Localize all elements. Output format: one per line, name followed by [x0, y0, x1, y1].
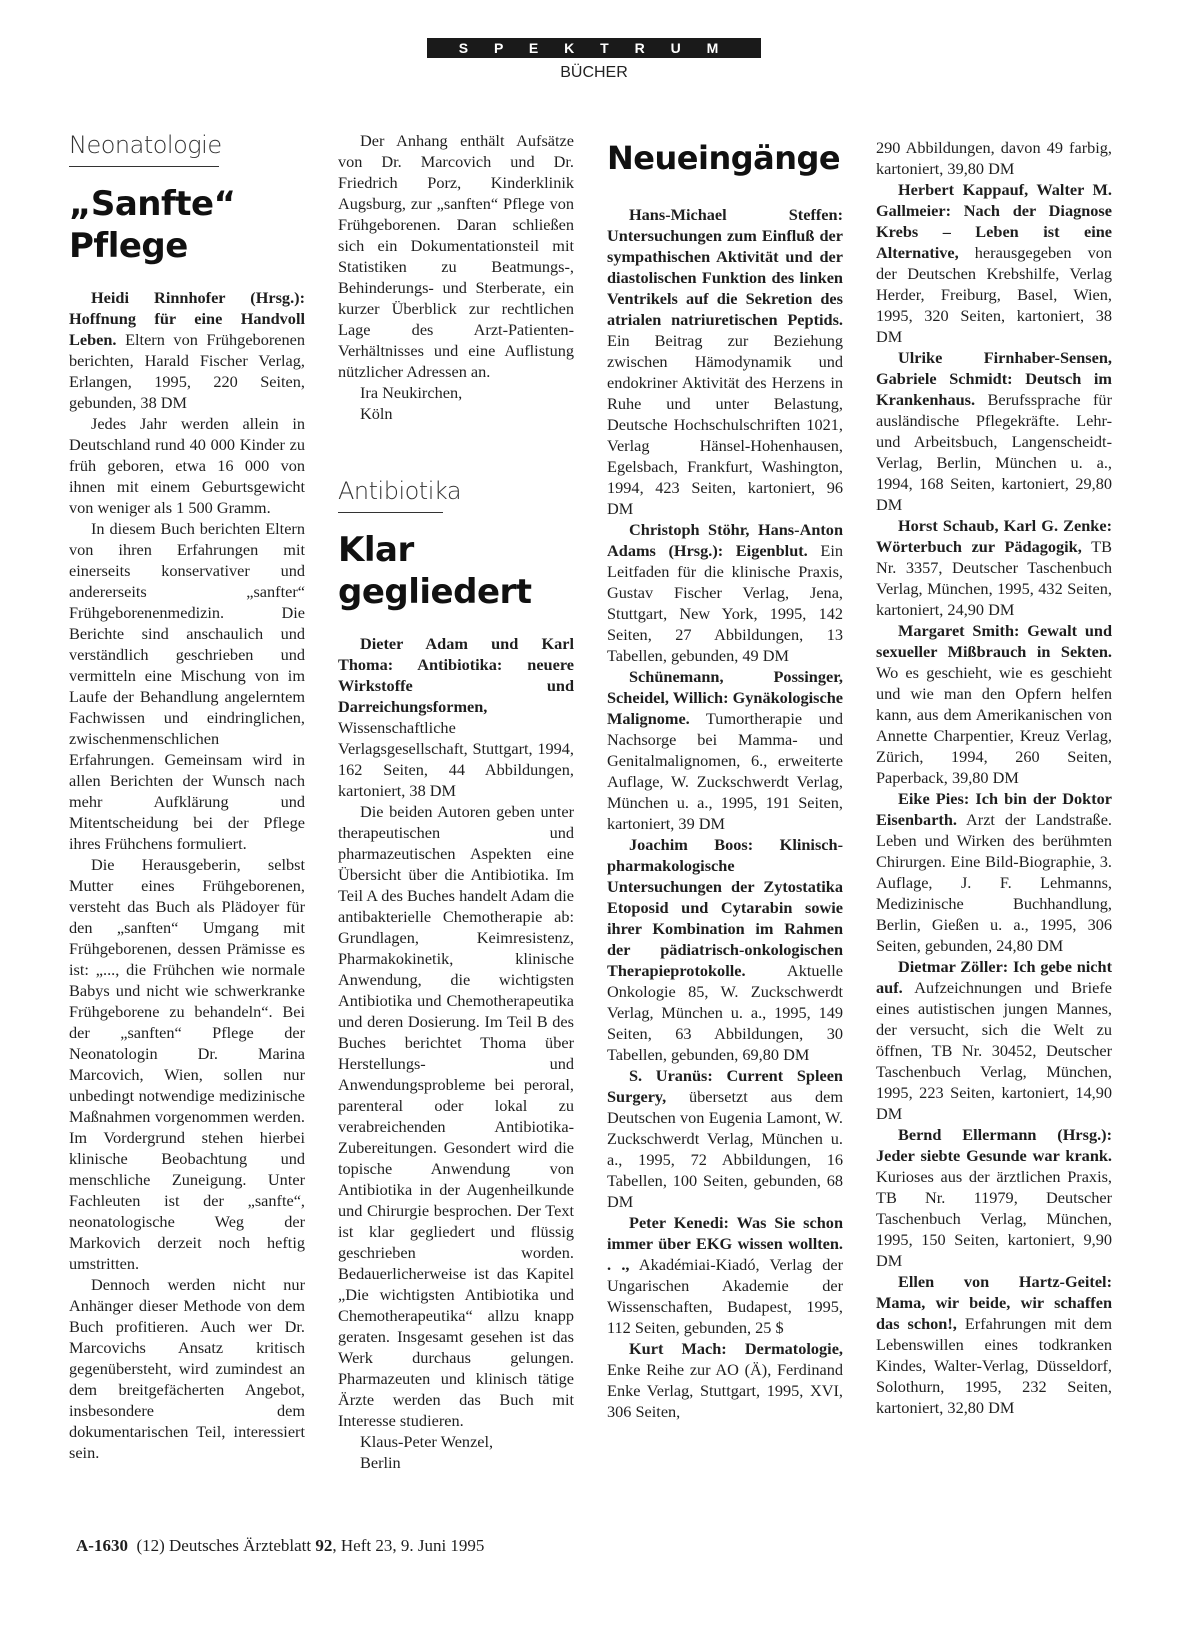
book-details: Tumortherapie und Nachsorge bei Mamma- und Genitalmalignomen, 6., erweiterte Auflage, W. Zuckschwerdt Verlag, München u. a., 1995, 191 Seiten, kartoniert, 39 DM — [607, 709, 843, 833]
book-title: Ellen von Hartz-Geitel: Mama, wir beide, wir schaffen das schon!, — [876, 1272, 1112, 1333]
page-number: A-1630 — [76, 1536, 128, 1555]
column-2 — [338, 130, 574, 1473]
topic-kicker: Antibiotika — [338, 476, 443, 513]
book-entry — [876, 1124, 1112, 1271]
book-details: Aktuelle Onkologie 85, W. Zuckschwerdt Verlag, München u. a., 1995, 149 Seiten, 63 Abbildungen, 30 Tabellen, gebunden, 69,80 DM — [607, 961, 843, 1064]
column-1 — [69, 130, 305, 1463]
book-entry — [876, 515, 1112, 620]
footer-issue: , Heft 23, 9. Juni 1995 — [332, 1536, 485, 1555]
topic-kicker: Neonatologie — [69, 130, 219, 167]
book-title: Peter Kenedi: Was Sie schon immer über EKG wissen wollten. . ., — [607, 1213, 843, 1274]
book-entry — [607, 1065, 843, 1212]
book-title: Horst Schaub, Karl G. Zenke: Wörterbuch zur Pädagogik, — [876, 516, 1112, 556]
author-city: Berlin — [360, 1453, 401, 1472]
book-details: Erfahrungen mit dem Lebenswillen eines todkranken Kindes, Walter-Verlag, Düsseldorf, Solothurn, 1995, 232 Seiten, kartoniert, 32,80 DM — [876, 1314, 1112, 1417]
footer-volume: 92 — [315, 1536, 333, 1555]
book-title: Joachim Boos: Klinisch-pharmakologische Untersuchungen der Zytostatika Etoposid und Cytarabin sowie ihrer Kombination im Rahmen der pädiatrisch-onkologischen Therapieprotokolle. — [607, 835, 843, 980]
book-details: Ein Leitfaden für die klinische Praxis, Gustav Fischer Verlag, Jena, Stuttgart, New York, 1995, 142 Seiten, 27 Abbildungen, 13 Tabellen, gebunden, 49 DM — [607, 541, 843, 665]
headline-line: Klar — [338, 530, 414, 570]
section-subtitle: BÜCHER — [560, 64, 628, 81]
book-details: Berufssprache für ausländische Pflegekräfte. Lehr- und Arbeitsbuch, Langenscheidt-Verlag, Berlin, München u. a., 1994, 168 Seiten, kartoniert, 29,80 DM — [876, 390, 1112, 514]
book-reference — [338, 633, 574, 801]
book-details: Wissenschaftliche Verlagsgesellschaft, Stuttgart, 1994, 162 Seiten, 44 Abbildungen, kartoniert, 38 DM — [338, 718, 574, 800]
book-title: Kurt Mach: Dermatologie, — [629, 1339, 843, 1358]
book-title: Heidi Rinnhofer (Hrsg.): Hoffnung für eine Handvoll Leben. — [69, 288, 305, 349]
book-details: Enke Reihe zur AO (Ä), Ferdinand Enke Verlag, Stuttgart, 1995, XVI, 306 Seiten, — [607, 1360, 843, 1421]
new-arrivals-headline: Neueingänge — [607, 139, 841, 177]
book-title: Margaret Smith: Gewalt und sexueller Mißbrauch in Sekten. — [876, 621, 1112, 661]
footer-publication: (12) Deutsches Ärzteblatt — [136, 1536, 316, 1555]
book-title: S. Uranüs: Current Spleen Surgery, — [607, 1066, 843, 1106]
paragraph: In diesem Buch berichten Eltern von ihren Erfahrungen mit einerseits konservativer und andererseits „sanfter“ Frühgeborenenmedizin. Die Berichte sind anschaulich und verständlich geschrieben und vermitteln eine Mischung von im Laufe der Behandlung angelerntem Fachwissen und eindringlichen, zwischenmenschlichen Erfahrungen. Gemeinsam wird in allen Berichten der Wunsch nach mehr Aufklärung und Mitentscheidung bei der Pflege ihres Frühchens formuliert. — [69, 519, 305, 853]
book-details: Kurioses aus der ärztlichen Praxis, TB Nr. 11979, Deutscher Taschenbuch Verlag, München, 1995, 150 Seiten, kartoniert, 9,90 DM — [876, 1167, 1112, 1270]
book-entry — [607, 204, 843, 519]
book-details: Akadémiai-Kiadó, Verlag der Ungarischen Akademie der Wissenschaften, Budapest, 1995, 112 Seiten, gebunden, 25 $ — [607, 1255, 844, 1337]
author-signature: Ira Neukirchen, — [360, 383, 463, 402]
page-footer — [76, 1536, 484, 1556]
book-entry — [607, 519, 843, 666]
book-title: Dietmar Zöller: Ich gebe nicht auf. — [876, 957, 1112, 997]
book-entry — [876, 179, 1112, 347]
section-banner — [427, 38, 761, 58]
article-headline — [69, 183, 305, 267]
book-entry — [607, 1338, 843, 1422]
paragraph: Die Herausgeberin, selbst Mutter eines Frühgeborenen, versteht das Buch als Plädoyer für den „sanften“ Umgang mit Frühgeborenen, dessen Prämisse es ist: „..., die Frühchen wie normale Babys und nicht wie schwerkranke Frühgeborene zu behandeln“. Bei der „sanften“ Pflege der Neonatologin Dr. Marina Marcovich, Wien, sollen nur unbedingt notwendige medizinische Maßnahmen vorgenommen werden. Im Vordergrund stehen hierbei klinische Beobachtung und menschliche Zuneigung. Unter Fachleuten ist der „sanfte“, neonatologische Weg der Markovich derzeit noch heftig umstritten. — [69, 855, 305, 1273]
paragraph: Der Anhang enthält Aufsätze von Dr. Marcovich und Dr. Friedrich Porz, Kinderklinik Augsburg, zur „sanften“ Pflege von Frühgeborenen. Daran schließen sich ein Dokumentationsteil mit Statistiken zu Beatmungs-, Behinderungs- und Sterberate, ein kurzer Überblick zur rechtlichen Lage des Arzt-Patienten-Verhältnisses und eine Auflistung nützlicher Adressen an. — [338, 131, 574, 381]
book-title: Dieter Adam und Karl Thoma: Antibiotika: neuere Wirkstoffe und Darreichungsformen, — [338, 634, 574, 716]
book-title: Christoph Stöhr, Hans-Anton Adams (Hrsg.): Eigenblut. — [607, 520, 843, 560]
book-title: Hans-Michael Steffen: Untersuchungen zum Einfluß der sympathischen Aktivität und der diastolischen Funktion des linken Ventrikels auf die Sekretion des atrialen natriuretischen Peptids. — [607, 205, 843, 329]
paragraph: Die beiden Autoren geben unter therapeutischen und pharmazeutischen Aspekten eine Übersicht über die Antibiotika. Im Teil A des Buches handelt Adam die antibakterielle Chemotherapie ab: Grundlagen, Keimresistenz, Pharmakokinetik, klinische Anwendung, die wichtigsten Antibiotika und Chemotherapeutika und deren Dosierung. Im Teil B des Buches berichtet Thoma über Herstellungs- und Anwendungsprobleme bei peroral, parenteral oder lokal zu verabreichenden Antibiotika-Zubereitungen. Gesondert wird die topische Anwendung von Antibiotika in der Augenheilkunde und Chirurgie besprochen. Der Text ist klar gegliedert und flüssig geschrieben worden. Bedauerlicherweise ist das Kapitel „Die wichtigsten Antibiotika und Chemotherapeutika“ allzu knapp geraten. Insgesamt gesehen ist das Werk durchaus gelungen. Pharmazeuten und klinisch tätige Ärzte werden das Buch mit Interesse studieren. — [338, 802, 574, 1430]
author-signature: Klaus-Peter Wenzel, — [360, 1432, 494, 1451]
book-entry — [607, 834, 843, 1065]
book-entry-continued: 290 Abbildungen, davon 49 farbig, kartoniert, 39,80 DM — [876, 138, 1112, 178]
section-title: S P E K T R U M — [458, 40, 730, 56]
book-details: Ein Beitrag zur Beziehung zwischen Hämodynamik und endokriner Aktivität des Herzens in Ruhe und unter Belastung, Deutsche Hochschulschriften 1021, Verlag Hänsel-Hohenhausen, Egelsbach, Frankfurt, Washington, 1994, 423 Seiten, kartoniert, 96 DM — [607, 331, 843, 518]
headline-line: Pflege — [69, 226, 188, 266]
book-title: Schünemann, Possinger, Scheidel, Willich: Gynäkologische Malignome. — [607, 667, 843, 728]
book-details: Wo es geschieht, wie es geschieht und wie man den Opfern helfen kann, aus dem Amerikanischen von Annette Charpentier, Kreuz Verlag, Zürich, 1994, 260 Seiten, Paperback, 39,80 DM — [876, 663, 1112, 787]
column-3 — [607, 130, 843, 1422]
book-entry — [876, 788, 1112, 956]
paragraph: Jedes Jahr werden allein in Deutschland rund 40 000 Kinder zu früh geboren, etwa 16 000 von ihnen mit einem Geburtsgewicht von weniger als 1 500 Gramm. — [69, 414, 305, 517]
article-headline — [338, 529, 574, 613]
book-title: Herbert Kappauf, Walter M. Gallmeier: Nach der Diagnose Krebs – Leben ist eine Alternative, — [876, 180, 1112, 262]
book-reference — [69, 287, 305, 413]
book-details: Arzt der Landstraße. Leben und Wirken des berühmten Chirurgen. Eine Bild-Biographie, 3. Auflage, J. F. Lehmanns, Medizinische Buchhandlung, Berlin, Gießen u. a., 1995, 306 Seiten, gebunden, 24,80 DM — [876, 810, 1112, 955]
book-title: Eike Pies: Ich bin der Doktor Eisenbarth. — [876, 789, 1112, 829]
book-entry — [876, 1271, 1112, 1418]
headline-line: „Sanfte“ — [69, 184, 236, 224]
book-entry — [607, 1212, 843, 1338]
book-title: Ulrike Firnhaber-Sensen, Gabriele Schmidt: Deutsch im Krankenhaus. — [876, 348, 1112, 409]
book-entry — [876, 956, 1112, 1124]
paragraph: Dennoch werden nicht nur Anhänger dieser Methode von dem Buch profitieren. Auch wer Dr. Marcovichs Ansatz kritisch gegenübersteht, wird zumindest an dem breitgefächerten Angebot, insbesondere dem dokumentarischen Teil, interessiert sein. — [69, 1275, 305, 1462]
book-details: Aufzeichnungen und Briefe eines autistischen jungen Mannes, der versucht, sich die Welt zu öffnen, TB Nr. 30452, Deutscher Taschenbuch Verlag, München, 1995, 223 Seiten, kartoniert, 14,90 DM — [876, 978, 1112, 1123]
book-entry — [607, 666, 843, 834]
book-details: TB Nr. 3357, Deutscher Taschenbuch Verlag, München, 1995, 432 Seiten, kartoniert, 24,90 DM — [876, 537, 1112, 619]
book-details: herausgegeben von der Deutschen Krebshilfe, Verlag Herder, Freiburg, Basel, Wien, 1995, 320 Seiten, kartoniert, 38 DM — [876, 243, 1112, 346]
column-4 — [876, 137, 1112, 1418]
author-city: Köln — [360, 404, 393, 423]
book-entry — [876, 347, 1112, 515]
book-details: übersetzt aus dem Deutschen von Eugenia Lamont, W. Zuckschwerdt Verlag, München u. a., 1995, 72 Abbildungen, 16 Tabellen, 100 Seiten, gebunden, 68 DM — [607, 1087, 843, 1211]
book-details: Eltern von Frühgeborenen berichten, Harald Fischer Verlag, Erlangen, 1995, 220 Seiten, gebunden, 38 DM — [69, 330, 305, 412]
book-entry — [876, 620, 1112, 788]
book-title: Bernd Ellermann (Hrsg.): Jeder siebte Gesunde war krank. — [876, 1125, 1112, 1165]
headline-line: gegliedert — [338, 572, 532, 612]
